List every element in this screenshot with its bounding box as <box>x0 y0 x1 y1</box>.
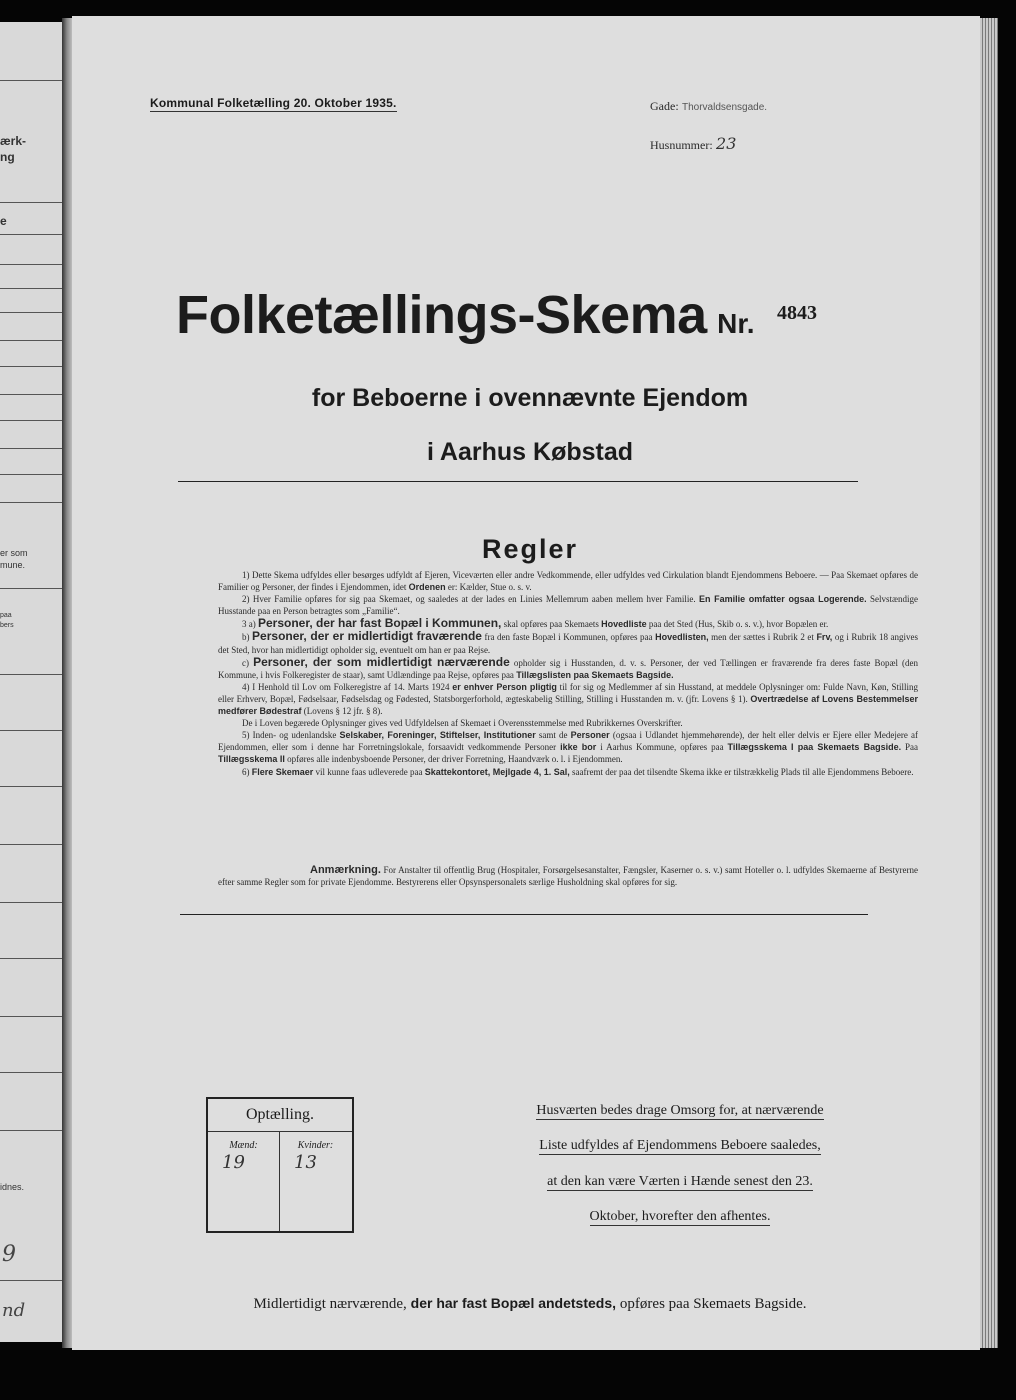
left-rule <box>0 340 62 341</box>
left-handwriting: 9 <box>2 1242 16 1267</box>
notice-line: Husværten bedes drage Omsorg for, at nærværende <box>536 1103 824 1118</box>
men-column <box>208 1132 280 1231</box>
remark-body: For Anstalter til offentlig Brug (Hospitaler, Forsørgelsesanstalter, Fængsler, Kaserner o. s. v.) samt Hoteller o. l. udfyldes Skemaerne af Bestyrerne efter samme Regler som for private Ejendomme. Bestyrerens eller Opsynspersonalets særlige Husholdning skal opføres for sig. <box>218 865 919 887</box>
divider <box>180 914 868 915</box>
women-count: 13 <box>294 1152 317 1173</box>
left-fragment: e <box>0 214 7 228</box>
census-form-page <box>72 16 980 1350</box>
form-subtitle-city: i Aarhus Købstad <box>426 438 634 466</box>
left-rule <box>0 1016 62 1017</box>
book-spine <box>62 18 72 1348</box>
left-rule <box>0 902 62 903</box>
left-page-fragment <box>0 22 62 1342</box>
left-rule <box>0 958 62 959</box>
footer-bold: der har fast Bopæl andetsteds, <box>410 1295 617 1311</box>
rule-6: 6) Flere Skemaer vil kunne faas udleverede paa Skattekontoret, Mejlgade 4, 1. Sal, saafremt der paa det tilsendte Skema ikke er tilstrækkelig Plads til alle Ejendommens Beboere. <box>242 766 914 777</box>
left-fragment: mune. <box>0 560 26 570</box>
street-label: Gade: <box>650 99 679 113</box>
rules-text <box>218 569 918 778</box>
remark-text <box>218 864 918 888</box>
left-fragment: ærk- <box>0 134 27 148</box>
census-header: Kommunal Folketælling 20. Oktober 1935. <box>150 96 397 110</box>
count-box <box>206 1097 354 1233</box>
left-fragment: idnes. <box>0 1182 25 1192</box>
left-rule <box>0 1072 62 1073</box>
form-title-main: Folketællings-Skema <box>176 285 707 345</box>
left-fragment: paa <box>0 612 12 619</box>
footer-pre: Midlertidigt nærværende, <box>253 1296 407 1312</box>
house-number-line <box>650 134 736 153</box>
notice-line: at den kan være Værten i Hænde senest den 23. <box>547 1174 813 1189</box>
page-edges <box>980 18 998 1348</box>
remark-label: Anmærkning. <box>310 864 381 876</box>
divider <box>178 481 858 482</box>
women-label: Kvinder: <box>297 1140 334 1151</box>
left-rule <box>0 502 62 503</box>
left-rule <box>0 312 62 313</box>
left-rule <box>0 1130 62 1131</box>
rule-3b: b) Personer, der er midlertidigt fraværende fra den faste Bopæl i Kommunen, opføres paa Hovedlisten, men der sættes i Rubrik 2 et Frv, og i Rubrik 18 angives det Sted, hvor han midlertidigt opholder sig, eventuelt om han er paa Rejse. <box>218 629 918 655</box>
left-rule <box>0 786 62 787</box>
rule-2: 2) Hver Familie opføres for sig paa Skemaet, og saaledes at der lades en Linies Mellemrum aaben mellem hver Familie. En Familie omfatter ogsaa Logerende. Selvstændige Husstande paa en Person betragtes som „Familie“. <box>218 594 919 617</box>
left-fragment: bers <box>0 622 14 629</box>
left-rule <box>0 448 62 449</box>
left-rule <box>0 844 62 845</box>
form-number-value: 4843 <box>776 302 817 324</box>
house-number-value: 23 <box>716 134 737 153</box>
men-count: 19 <box>222 1152 245 1173</box>
rule-1: 1) Dette Skema udfyldes eller besørges udfyldt af Ejeren, Viceværten eller andre Vedkommende, eller udfyldes ved Cirkulation blandt Ejendommens Beboere. — Paa Skemaet opføres de Familier og Personer, der findes i Ejendommen, idet Ordenen er: Kælder, Stue o. s. v. <box>218 570 918 593</box>
left-rule <box>0 420 62 421</box>
left-rule <box>0 80 62 81</box>
rule-4b: De i Loven begærede Oplysninger gives ved Udfyldelsen af Skemaet i Overensstemmelse med Rubrikkernes Overskrifter. <box>242 718 683 729</box>
left-rule <box>0 366 62 367</box>
rules-heading: Regler <box>481 534 579 564</box>
left-rule <box>0 394 62 395</box>
notice-line: Liste udfyldes af Ejendommens Beboere saaledes, <box>539 1138 821 1153</box>
left-rule <box>0 264 62 265</box>
notice-line: Oktober, hvorefter den afhentes. <box>589 1209 771 1224</box>
left-rule <box>0 234 62 235</box>
left-handwriting: nd <box>2 1300 26 1321</box>
house-number-label: Husnummer: <box>650 138 713 152</box>
left-rule <box>0 674 62 675</box>
street-line <box>650 99 767 114</box>
street-value: Thorvaldsensgade. <box>682 102 768 113</box>
left-rule <box>0 202 62 203</box>
rule-3c: c) Personer, der som midlertidigt nærværende opholder sig i Husstanden, d. v. s. Personer, der ved Tællingen er fraværende fra deres faste Bopæl (den Kommune, i hvis Folkeregister de staar), samt Udlændinge paa Rejse, opføres paa Tillægslisten paa Skemaets Bagside. <box>218 654 919 680</box>
left-rule <box>0 288 62 289</box>
left-fragment: er som <box>0 548 28 558</box>
left-rule <box>0 730 62 731</box>
left-rule <box>0 1280 62 1281</box>
form-title <box>176 284 936 346</box>
left-fragment: ng <box>0 150 15 164</box>
footer-note <box>150 1295 910 1313</box>
left-rule <box>0 474 62 475</box>
footer-post: opføres paa Skemaets Bagside. <box>619 1296 807 1312</box>
left-rule <box>0 588 62 589</box>
rule-3a: 3 a) Personer, der har fast Bopæl i Kommunen, skal opføres paa Skemaets Hovedliste paa det Sted (Hus, Skib o. s. v.), hvor Bopælen er. <box>242 616 829 631</box>
rule-5: 5) Inden- og udenlandske Selskaber, Foreninger, Stiftelser, Institutioner samt de Personer (ogsaa i Udlandet hjemmehørende), der helt eller delvis er Ejere eller Medejere af Ejendommen, eller som i denne har Forretningslokale, forsaavidt vedkommende Personer ikke bor i Aarhus Kommune, opføres paa Tillægsskema I paa Skemaets Bagside. Paa Tillægsskema II opføres alle indenbysboende Personer, der driver Forretning, Haandværk o. l. i Ejendommen. <box>218 730 919 765</box>
form-number-label: Nr. <box>717 308 755 339</box>
women-column <box>280 1132 351 1231</box>
form-subtitle: for Beboerne i ovennævnte Ejendom <box>311 384 749 412</box>
count-box-title: Optælling. <box>208 1099 352 1132</box>
rule-4: 4) I Henhold til Lov om Folkeregistre af 14. Marts 1924 er enhver Person pligtig til for sig og Medlemmer af sin Husstand, at meddele Oplysninger om: Fulde Navn, Køn, Stilling eller Erhverv, Bopæl, Fødselsaar, Fødselsdag og Fødested, Statsborgerforhold, ægteskabelig Stilling, Stilling i Husstanden m. v. (jfr. Lovens § 1). Overtrædelse af Lovens Bestemmelser medfører Bødestraf (Lovens § 12 jfr. § 8). <box>218 681 919 717</box>
men-label: Mænd: <box>229 1140 258 1151</box>
